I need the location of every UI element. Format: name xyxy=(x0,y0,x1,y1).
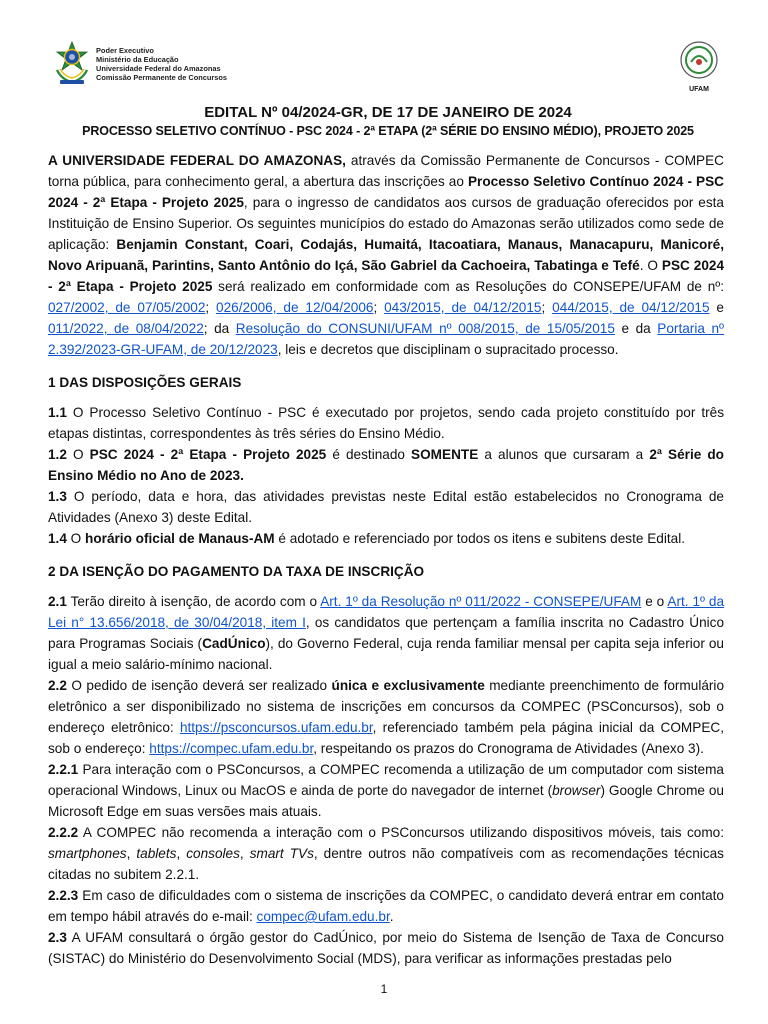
cities-list: Benjamin Constant, Coari, Codajás, Humaitá, Itacoatiara, Manaus, Manacapuru, Manicoré, Novo Aripuanã, Parintins, Santo Antônio do Içá, São Gabriel da Cachoeira, Tabatinga e Tefé xyxy=(48,237,724,273)
page-subtitle: PROCESSO SELETIVO CONTÍNUO - PSC 2024 - 2ª ETAPA (2ª SÉRIE DO ENSINO MÉDIO), PROJETO 2025 xyxy=(82,124,694,138)
page-header xyxy=(48,40,728,96)
section-1-heading: 1 DAS DISPOSIÇÕES GERAIS xyxy=(48,375,242,390)
page-number: 1 xyxy=(380,982,388,996)
gov-line: Poder Executivo xyxy=(96,46,154,55)
brazil-coat-of-arms-icon xyxy=(52,40,92,86)
ufam-label: UFAM xyxy=(689,86,709,93)
item-2-2-2: 2.2.2 A COMPEC não recomenda a interação com o PSConcursos utilizando dispositivos móveis, tais como: smartphones, tablets, consoles, smart TVs, dentre outros não compatíveis com as recomendações técnicas citadas no subitem 2.2.1. xyxy=(48,825,724,882)
link-resolucao-026-2006[interactable]: 026/2006, de 12/04/2006 xyxy=(216,300,374,315)
item-1-1: 1.1 O Processo Seletivo Contínuo - PSC é executado por projetos, sendo cada projeto constituído por três etapas distintas, correspondentes às três séries do Ensino Médio. xyxy=(48,405,724,441)
item-2-2-3: 2.2.3 Em caso de dificuldades com o sistema de inscrições da COMPEC, o candidato deverá entrar em contato em tempo hábil através do e-mail: compec@ufam.edu.br. xyxy=(48,888,724,924)
item-1-2: 1.2 O PSC 2024 - 2ª Etapa - Projeto 2025 é destinado SOMENTE a alunos que cursaram a 2ª Série do Ensino Médio no Ano de 2023. xyxy=(48,447,724,483)
ufam-seal-icon xyxy=(679,40,719,80)
link-resolucao-011-2022[interactable]: 011/2022, de 08/04/2022 xyxy=(48,321,204,336)
section-2-heading: 2 DA ISENÇÃO DO PAGAMENTO DA TAXA DE INSCRIÇÃO xyxy=(48,564,425,579)
link-email-compec[interactable]: compec@ufam.edu.br xyxy=(256,909,390,924)
item-2-2-1: 2.2.1 Para interação com o PSConcursos, a COMPEC recomenda a utilização de um computador com sistema operacional Windows, Linux ou MacOS e ainda de porte do navegador de internet (browser) Google Chrome ou Microsoft Edge em suas versões mais atuais. xyxy=(48,762,724,819)
link-art1-resolucao-011-2022[interactable]: Art. 1º da Resolução nº 011/2022 - CONSEPE/UFAM xyxy=(320,594,642,609)
page-title: EDITAL Nº 04/2024-GR, DE 17 DE JANEIRO DE 2024 xyxy=(204,104,572,121)
intro-org: A UNIVERSIDADE FEDERAL DO AMAZONAS, xyxy=(48,153,346,168)
link-resolucao-consuni-008-2015[interactable]: Resolução do CONSUNI/UFAM nº 008/2015, de 15/05/2015 xyxy=(235,321,615,336)
link-resolucao-044-2015[interactable]: 044/2015, de 04/12/2015 xyxy=(552,300,710,315)
link-psconcursos[interactable]: https://psconcursos.ufam.edu.br xyxy=(179,720,373,735)
link-resolucao-027-2002[interactable]: 027/2002, de 07/05/2002 xyxy=(48,300,206,315)
item-1-4: 1.4 O horário oficial de Manaus-AM é adotado e referenciado por todos os itens e subitens deste Edital. xyxy=(48,531,685,546)
item-1-3: 1.3 O período, data e hora, das atividades previstas neste Edital estão estabelecidos no Cronograma de Atividades (Anexo 3) deste Edital. xyxy=(48,489,724,525)
gov-line: Comissão Permanente de Concursos xyxy=(96,73,228,82)
item-2-3: 2.3 A UFAM consultará o órgão gestor do CadÚnico, por meio do Sistema de Isenção de Taxa de Concurso (SISTAC) do Ministério do Desenvolvimento Social (MDS), para verificar as informações prestadas pelo xyxy=(48,930,724,966)
link-resolucao-043-2015[interactable]: 043/2015, de 04/12/2015 xyxy=(384,300,542,315)
link-portaria-2392-2023[interactable]: Portaria nº 2.392/2023-GR-UFAM, de 20/12/2023 xyxy=(48,321,724,357)
link-compec[interactable]: https://compec.ufam.edu.br xyxy=(149,741,314,756)
gov-line: Ministério da Educação xyxy=(96,55,179,64)
link-art1-lei-13656-2018[interactable]: Art. 1º da Lei n° 13.656/2018, de 30/04/2018, item I xyxy=(48,594,725,630)
item-2-2: 2.2 O pedido de isenção deverá ser realizado única e exclusivamente mediante preenchimento de formulário eletrônico a ser disponibilizado no sistema de inscrições em concursos da COMPEC (PSConcursos), sob o endereço eletrônico: https://psconcursos.ufam.edu.br, referenciado também pela página inicial da COMPEC, sob o endereço: https://compec.ufam.edu.br, respeitando os prazos do Cronograma de Atividades (Anexo 3). xyxy=(48,678,725,756)
ufam-logo xyxy=(678,40,720,96)
government-header-text xyxy=(96,46,227,82)
document-body xyxy=(48,150,724,969)
intro-paragraph: A UNIVERSIDADE FEDERAL DO AMAZONAS, através da Comissão Permanente de Concursos - COMPEC torna pública, para conhecimento geral, a abertura das inscrições ao Processo Seletivo Contínuo 2024 - PSC 2024 - 2ª Etapa - Projeto 2025, para o ingresso de candidatos aos cursos de graduação oferecidos por esta Instituição de Ensino Superior. Os seguintes municípios do estado do Amazonas serão utilizados como sede de aplicação: Benjamin Constant, Coari, Codajás, Humaitá, Itacoatiara, Manaus, Manacapuru, Manicoré, Novo Aripuanã, Parintins, Santo Antônio do Içá, São Gabriel da Cachoeira, Tabatinga e Tefé. O PSC 2024 - 2ª Etapa - Projeto 2025 será realizado em conformidade com as Resoluções do CONSEPE/UFAM de nº: 027/2002, de 07/05/2002; 026/2006, de 12/04/2006; 043/2015, de 04/12/2015; 044/2015, de 04/12/2015 e 011/2022, de 08/04/2022; da Resolução do CONSUNI/UFAM nº 008/2015, de 15/05/2015 e da Portaria nº 2.392/2023-GR-UFAM, de 20/12/2023, leis e decretos que disciplinam o supracitado processo. xyxy=(48,153,725,357)
item-2-1: 2.1 Terão direito à isenção, de acordo com o Art. 1º da Resolução nº 011/2022 - CONSEPE/UFAM e o Art. 1º da Lei n° 13.656/2018, de 30/04/2018, item I, os candidatos que pertençam a família inscrita no Cadastro Único para Programas Sociais (CadÚnico), do Governo Federal, cuja renda familiar mensal per capita seja inferior ou igual a meio salário-mínimo nacional. xyxy=(48,594,725,672)
gov-line: Universidade Federal do Amazonas xyxy=(96,64,221,73)
